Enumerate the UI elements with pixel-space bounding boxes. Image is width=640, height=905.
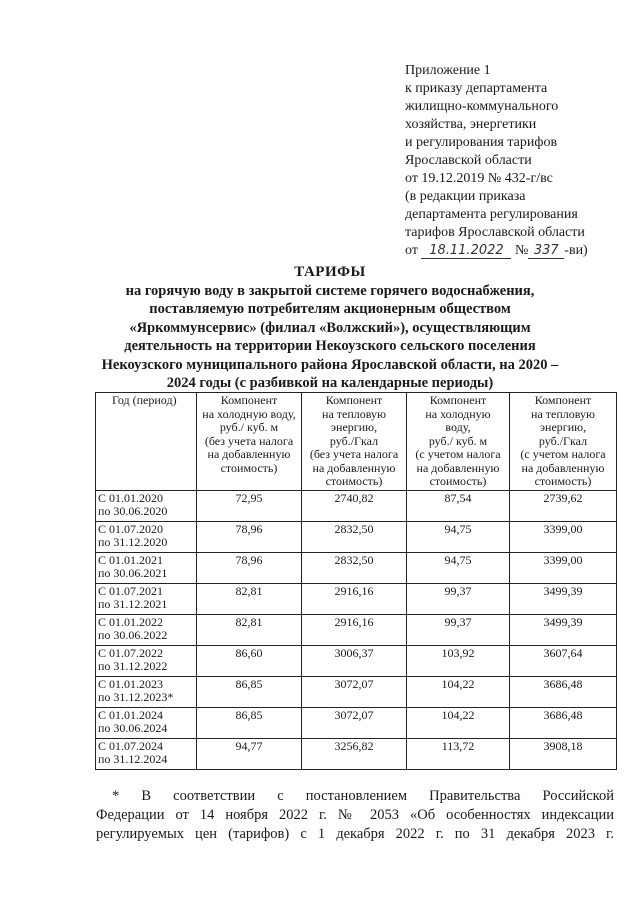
appendix-last-line	[405, 242, 635, 260]
heat-vat-cell: 3686,48	[510, 707, 617, 738]
heat-cell: 3006,37	[302, 645, 407, 676]
cold-water-vat-cell: 103,92	[407, 645, 510, 676]
heat-cell: 2916,16	[302, 583, 407, 614]
appendix-line: Ярославской области	[405, 153, 532, 168]
table-row	[96, 521, 617, 552]
handwritten-number: 337	[528, 244, 564, 259]
appendix-date-prefix: от	[405, 243, 418, 258]
header-heat-with-vat: Компонент на тепловую энергию, руб./Гкал (с учетом налога на добавленную стоимость)	[510, 393, 617, 491]
cold-water-cell: 82,81	[197, 614, 302, 645]
period-cell: С 01.01.2024 по 30.06.2024	[96, 707, 197, 738]
period-cell: С 01.07.2020 по 31.12.2020	[96, 521, 197, 552]
period-cell: С 01.07.2024 по 31.12.2024	[96, 738, 197, 769]
period-cell: С 01.07.2022 по 31.12.2022	[96, 645, 197, 676]
heat-vat-cell: 3908,18	[510, 738, 617, 769]
period-cell: С 01.07.2021 по 31.12.2021	[96, 583, 197, 614]
title-line: на горячую воду в закрытой системе горячего водоснабжения,	[125, 282, 535, 299]
footnote-line: * В соответствии с постановлением Правительства Российской	[112, 788, 614, 804]
table-row	[96, 707, 617, 738]
footnote	[96, 787, 614, 844]
footnote-line: Федерации от 14 ноября 2022 г. № 2053 «Об особенностях индексации	[96, 807, 614, 823]
table-row	[96, 490, 617, 521]
table-row	[96, 583, 617, 614]
cold-water-cell: 78,96	[197, 521, 302, 552]
heat-cell: 2740,82	[302, 490, 407, 521]
heat-cell: 2916,16	[302, 614, 407, 645]
table-row	[96, 614, 617, 645]
header-cold-water-no-vat: Компонент на холодную воду, руб./ куб. м (без учета налога на добавленную стоимость)	[197, 393, 302, 491]
heat-vat-cell: 3399,00	[510, 552, 617, 583]
cold-water-vat-cell: 94,75	[407, 552, 510, 583]
heat-vat-cell: 3686,48	[510, 676, 617, 707]
cold-water-vat-cell: 99,37	[407, 614, 510, 645]
appendix-line: тарифов Ярославской области	[405, 225, 585, 240]
title-line: Некоузского муниципального района Ярославской области, на 2020 –	[101, 356, 559, 373]
appendix-line: жилищно-коммунального	[405, 99, 559, 114]
cold-water-cell: 86,60	[197, 645, 302, 676]
cold-water-cell: 94,77	[197, 738, 302, 769]
appendix-line: к приказу департамента	[405, 81, 548, 96]
appendix-number-suffix: -ви)	[564, 243, 588, 258]
appendix-line: Приложение 1	[405, 63, 491, 78]
cold-water-vat-cell: 94,75	[407, 521, 510, 552]
cold-water-cell: 78,96	[197, 552, 302, 583]
period-cell: С 01.01.2022 по 30.06.2022	[96, 614, 197, 645]
heat-cell: 3072,07	[302, 707, 407, 738]
tariff-table	[95, 392, 617, 770]
cold-water-vat-cell: 104,22	[407, 676, 510, 707]
title-line: 2024 годы (с разбивкой на календарные периоды)	[166, 375, 494, 391]
cold-water-vat-cell: 87,54	[407, 490, 510, 521]
header-period: Год (период)	[96, 393, 197, 491]
heat-vat-cell: 3607,64	[510, 645, 617, 676]
title-line: «Яркоммунсервис» (филиал «Волжский»), осуществляющим	[129, 319, 531, 336]
table-row	[96, 738, 617, 769]
footnote-line: регулируемых цен (тарифов) с 1 декабря 2022 г. по 31 декабря 2023 г.	[96, 826, 614, 842]
appendix-line: (в редакции приказа	[405, 189, 526, 204]
cold-water-cell: 86,85	[197, 676, 302, 707]
title-line: деятельность на территории Некоузского сельского поселения	[124, 338, 536, 354]
heat-cell: 3072,07	[302, 676, 407, 707]
table-header-row	[96, 393, 617, 491]
title-heading: ТАРИФЫ	[294, 264, 366, 280]
title-line: поставляемую потребителям акционерным обществом	[149, 301, 511, 317]
period-cell: С 01.01.2020 по 30.06.2020	[96, 490, 197, 521]
appendix-line: и регулирования тарифов	[405, 135, 558, 150]
heat-vat-cell: 2739,62	[510, 490, 617, 521]
heat-vat-cell: 3499,39	[510, 614, 617, 645]
period-cell: С 01.01.2021 по 30.06.2021	[96, 552, 197, 583]
cold-water-vat-cell: 113,72	[407, 738, 510, 769]
heat-cell: 2832,50	[302, 552, 407, 583]
cold-water-vat-cell: 99,37	[407, 583, 510, 614]
cold-water-cell: 86,85	[197, 707, 302, 738]
table-row	[96, 645, 617, 676]
handwritten-date: 18.11.2022	[421, 244, 511, 259]
heat-vat-cell: 3499,39	[510, 583, 617, 614]
appendix-number-prefix: №	[514, 243, 529, 258]
header-heat-no-vat: Компонент на тепловую энергию, руб./Гкал (без учета налога на добавленную стоимость)	[302, 393, 407, 491]
heat-vat-cell: 3399,00	[510, 521, 617, 552]
cold-water-cell: 72,95	[197, 490, 302, 521]
document-title	[90, 263, 570, 393]
heat-cell: 2832,50	[302, 521, 407, 552]
appendix-line: хозяйства, энергетики	[405, 117, 537, 132]
period-cell: С 01.01.2023 по 31.12.2023*	[96, 676, 197, 707]
table-row	[96, 676, 617, 707]
table-row	[96, 552, 617, 583]
appendix-block	[405, 62, 635, 260]
appendix-line: департамента регулирования	[405, 207, 578, 222]
appendix-line: от 19.12.2019 № 432-г/вс	[405, 171, 553, 186]
cold-water-vat-cell: 104,22	[407, 707, 510, 738]
heat-cell: 3256,82	[302, 738, 407, 769]
header-cold-water-with-vat: Компонент на холодную воду, руб./ куб. м (с учетом налога на добавленную стоимость)	[407, 393, 510, 491]
cold-water-cell: 82,81	[197, 583, 302, 614]
